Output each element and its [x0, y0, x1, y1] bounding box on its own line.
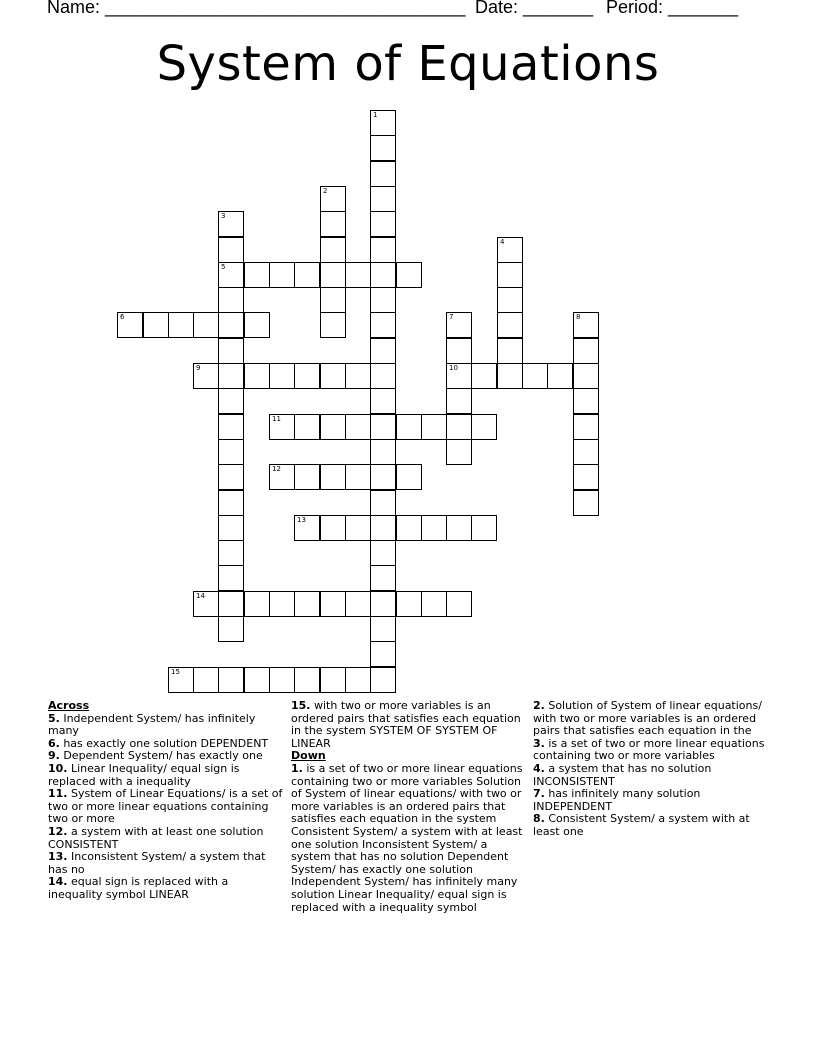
crossword-cell[interactable]: [345, 591, 371, 617]
crossword-cell[interactable]: [218, 211, 244, 237]
clue-number-label: 15.: [291, 699, 311, 712]
down-clue: [533, 738, 768, 763]
clue-number-label: 8.: [533, 812, 545, 826]
crossword-cell[interactable]: [497, 262, 523, 288]
across-clue: [291, 700, 526, 750]
crossword-cell[interactable]: [370, 211, 396, 237]
clue-number-label: 2.: [533, 699, 545, 712]
crossword-cell[interactable]: [573, 338, 599, 364]
clue-text: equal sign is replaced with a inequality symbol LINEAR: [48, 875, 229, 901]
clue-text: Consistent System/ a system with at least one: [533, 812, 750, 838]
clue-text: Inconsistent System/ a system that has no: [48, 850, 266, 876]
crossword-cell[interactable]: [421, 515, 447, 541]
clue-text: with two or more variables is an ordered pairs that satisfies each equation in the system SYSTEM OF SYSTEM OF LINEAR: [291, 699, 521, 750]
crossword-cell[interactable]: [320, 363, 346, 389]
across-heading: Across: [48, 699, 90, 712]
crossword-cell[interactable]: [294, 515, 320, 541]
crossword-cell[interactable]: [218, 464, 244, 490]
crossword-cell[interactable]: [218, 312, 244, 338]
clue-number: 6: [120, 313, 125, 321]
crossword-cell[interactable]: [320, 211, 346, 237]
crossword-cell[interactable]: [193, 667, 219, 693]
clues-column-2: [291, 700, 526, 914]
crossword-cell[interactable]: [370, 540, 396, 566]
crossword-cell[interactable]: [547, 363, 573, 389]
clue-text: has exactly one solution DEPENDENT: [59, 736, 269, 750]
crossword-cell[interactable]: [471, 515, 497, 541]
crossword-cell[interactable]: [497, 237, 523, 263]
crossword-cell[interactable]: [370, 591, 396, 617]
crossword-cell[interactable]: [370, 237, 396, 263]
clue-number-label: 12.: [48, 824, 68, 838]
crossword-cell[interactable]: [446, 414, 472, 440]
crossword-cell[interactable]: [218, 591, 244, 617]
crossword-cell[interactable]: [370, 262, 396, 288]
crossword-cell[interactable]: [218, 490, 244, 516]
clue-number: 13: [297, 516, 306, 524]
clue-number-label: 3.: [533, 736, 545, 750]
clue-text: is a set of two or more linear equations containing two or more variables: [533, 736, 765, 763]
clue-text: a system that has no solution INCONSISTENT: [533, 761, 712, 788]
down-clue: [533, 813, 768, 838]
clue-number-label: 6.: [48, 736, 60, 750]
crossword-cell[interactable]: [269, 667, 295, 693]
crossword-cell[interactable]: [370, 667, 396, 693]
crossword-cell[interactable]: [446, 388, 472, 414]
crossword-cell[interactable]: [446, 338, 472, 364]
crossword-cell[interactable]: [370, 363, 396, 389]
crossword-cell[interactable]: [244, 312, 270, 338]
clue-text: is a set of two or more linear equations containing two or more variables Solution of System of linear equations/ with two or more variables is an ordered pairs that satisfies each equation in the system Consistent System/ a system with at least one solution Inconsistent System/ a system that has no solution Dependent System/ has exactly one solution Independent System/ has infinitely many solution Linear Inequality/ equal sign is replaced with a inequality symbol: [291, 761, 523, 914]
crossword-cell[interactable]: [370, 616, 396, 642]
across-clue: [48, 851, 283, 876]
crossword-cell[interactable]: [244, 667, 270, 693]
across-clue: [48, 826, 283, 851]
crossword-cell[interactable]: [320, 237, 346, 263]
crossword-cell[interactable]: [294, 591, 320, 617]
crossword-cell[interactable]: [320, 414, 346, 440]
clue-number: 5: [221, 263, 226, 271]
crossword-cell[interactable]: [193, 591, 219, 617]
crossword-cell[interactable]: [345, 667, 371, 693]
crossword-cell[interactable]: [244, 591, 270, 617]
crossword-cell[interactable]: [370, 439, 396, 465]
crossword-cell[interactable]: [370, 186, 396, 212]
crossword-cell[interactable]: [218, 540, 244, 566]
crossword-cell[interactable]: [294, 363, 320, 389]
down-clue: [533, 763, 768, 788]
crossword-cell[interactable]: [320, 667, 346, 693]
crossword-cell[interactable]: [522, 363, 548, 389]
crossword-cell[interactable]: [218, 439, 244, 465]
crossword-cell[interactable]: [396, 414, 422, 440]
crossword-cell[interactable]: [497, 338, 523, 364]
crossword-cell[interactable]: [573, 363, 599, 389]
crossword-cell[interactable]: [294, 667, 320, 693]
clue-number-label: 10.: [48, 761, 68, 775]
crossword-cell[interactable]: [370, 312, 396, 338]
crossword-cell[interactable]: [218, 287, 244, 313]
crossword-cell[interactable]: [168, 312, 194, 338]
crossword-cell[interactable]: [370, 515, 396, 541]
crossword-cell[interactable]: [497, 287, 523, 313]
clue-number: 2: [323, 187, 328, 195]
clue-number-label: 5.: [48, 711, 60, 725]
across-clue: [48, 713, 283, 738]
crossword-cell[interactable]: [294, 414, 320, 440]
crossword-cell[interactable]: [421, 414, 447, 440]
crossword-cell[interactable]: [218, 414, 244, 440]
crossword-cell[interactable]: [497, 312, 523, 338]
clue-number: 10: [449, 364, 458, 372]
date-field-label[interactable]: Date: _______: [475, 0, 594, 17]
crossword-cell[interactable]: [193, 363, 219, 389]
crossword-cell[interactable]: [446, 439, 472, 465]
crossword-cell[interactable]: [218, 363, 244, 389]
clue-text: has infinitely many solution INDEPENDENT: [533, 787, 701, 813]
clue-text: Dependent System/ has exactly one: [59, 749, 263, 763]
clue-number-label: 7.: [533, 787, 545, 801]
clue-number-label: 1.: [291, 761, 303, 775]
crossword-cell[interactable]: [218, 565, 244, 591]
crossword-cell[interactable]: [218, 388, 244, 414]
crossword-cell[interactable]: [370, 414, 396, 440]
clues-column-3: [533, 700, 768, 839]
crossword-cell[interactable]: [573, 388, 599, 414]
crossword-cell[interactable]: [218, 237, 244, 263]
clue-number: 4: [500, 238, 505, 246]
crossword-cell[interactable]: [345, 363, 371, 389]
down-clue: [291, 763, 526, 914]
clue-text: System of Linear Equations/ is a set of two or more linear equations containing two or more: [48, 787, 283, 826]
crossword-cell[interactable]: [244, 262, 270, 288]
crossword-cell[interactable]: [370, 338, 396, 364]
crossword-cell[interactable]: [320, 312, 346, 338]
crossword-cell[interactable]: [320, 262, 346, 288]
crossword-cell[interactable]: [269, 363, 295, 389]
clue-number: 3: [221, 212, 226, 220]
crossword-cell[interactable]: [117, 312, 143, 338]
crossword-cell[interactable]: [269, 262, 295, 288]
crossword-cell[interactable]: [218, 515, 244, 541]
clue-text: Linear Inequality/ equal sign is replaced with a inequality: [48, 761, 240, 788]
down-clue: [533, 788, 768, 813]
crossword-cell[interactable]: [370, 464, 396, 490]
clue-number: 1: [373, 111, 378, 119]
crossword-cell[interactable]: [573, 439, 599, 465]
crossword-cell[interactable]: [573, 490, 599, 516]
crossword-cell[interactable]: [396, 464, 422, 490]
crossword-cell[interactable]: [345, 515, 371, 541]
name-field-label[interactable]: Name: ____________________________________: [47, 0, 466, 17]
crossword-cell[interactable]: [193, 312, 219, 338]
across-clue: [48, 788, 283, 826]
clue-number-label: 14.: [48, 875, 68, 889]
clue-number-label: 9.: [48, 749, 60, 763]
crossword-cell[interactable]: [269, 414, 295, 440]
crossword-cell[interactable]: [218, 667, 244, 693]
crossword-cell[interactable]: [269, 464, 295, 490]
crossword-cell[interactable]: [446, 591, 472, 617]
across-clue: [48, 876, 283, 901]
crossword-cell[interactable]: [218, 616, 244, 642]
crossword-cell[interactable]: [446, 312, 472, 338]
crossword-cell[interactable]: [370, 135, 396, 161]
clue-number: 15: [171, 668, 180, 676]
clue-number-label: 11.: [48, 787, 68, 801]
crossword-cell[interactable]: [320, 287, 346, 313]
clue-number: 11: [272, 415, 281, 423]
crossword-cell[interactable]: [320, 186, 346, 212]
crossword-cell[interactable]: [218, 338, 244, 364]
page-title: System of Equations: [156, 36, 660, 92]
clue-number: 12: [272, 465, 281, 473]
crossword-cell[interactable]: [370, 287, 396, 313]
crossword-cell[interactable]: [294, 262, 320, 288]
period-field-label[interactable]: Period: _______: [606, 0, 739, 17]
crossword-cell[interactable]: [573, 414, 599, 440]
down-clue: [533, 700, 768, 738]
crossword-cell[interactable]: [573, 312, 599, 338]
crossword-cell[interactable]: [370, 490, 396, 516]
crossword-cell[interactable]: [446, 515, 472, 541]
clue-text: a system with at least one solution CONSISTENT: [48, 824, 264, 851]
crossword-cell[interactable]: [320, 591, 346, 617]
clues-column-1: [48, 700, 283, 902]
crossword-cell[interactable]: [497, 363, 523, 389]
clue-text: Independent System/ has infinitely many: [48, 711, 256, 738]
crossword-cell[interactable]: [345, 414, 371, 440]
clue-number: 7: [449, 313, 454, 321]
crossword-cell[interactable]: [244, 363, 270, 389]
clue-number: 8: [576, 313, 581, 321]
crossword-cell[interactable]: [168, 667, 194, 693]
crossword-cell[interactable]: [320, 464, 346, 490]
crossword-cell[interactable]: [421, 591, 447, 617]
crossword-cell[interactable]: [370, 161, 396, 187]
crossword-cell[interactable]: [396, 515, 422, 541]
crossword-cell[interactable]: [294, 464, 320, 490]
crossword-cell[interactable]: [471, 363, 497, 389]
down-heading: Down: [291, 749, 326, 763]
crossword-cell[interactable]: [573, 464, 599, 490]
crossword-cell[interactable]: [370, 641, 396, 667]
crossword-cell[interactable]: [471, 414, 497, 440]
crossword-cell[interactable]: [396, 262, 422, 288]
crossword-cell[interactable]: [370, 565, 396, 591]
crossword-cell[interactable]: [370, 388, 396, 414]
crossword-cell[interactable]: [320, 515, 346, 541]
crossword-cell[interactable]: [446, 363, 472, 389]
crossword-cell[interactable]: [218, 262, 244, 288]
crossword-cell[interactable]: [345, 262, 371, 288]
clue-number: 14: [196, 592, 205, 600]
clue-text: Solution of System of linear equations/ with two or more variables is an ordered pairs that satisfies each equation in the: [533, 699, 762, 738]
clue-number-label: 13.: [48, 850, 68, 864]
crossword-cell[interactable]: [143, 312, 169, 338]
crossword-cell[interactable]: [370, 110, 396, 136]
crossword-cell[interactable]: [269, 591, 295, 617]
crossword-cell[interactable]: [345, 464, 371, 490]
clue-number: 9: [196, 364, 201, 372]
clue-number-label: 4.: [533, 761, 545, 775]
across-clue: [48, 763, 283, 788]
crossword-cell[interactable]: [396, 591, 422, 617]
